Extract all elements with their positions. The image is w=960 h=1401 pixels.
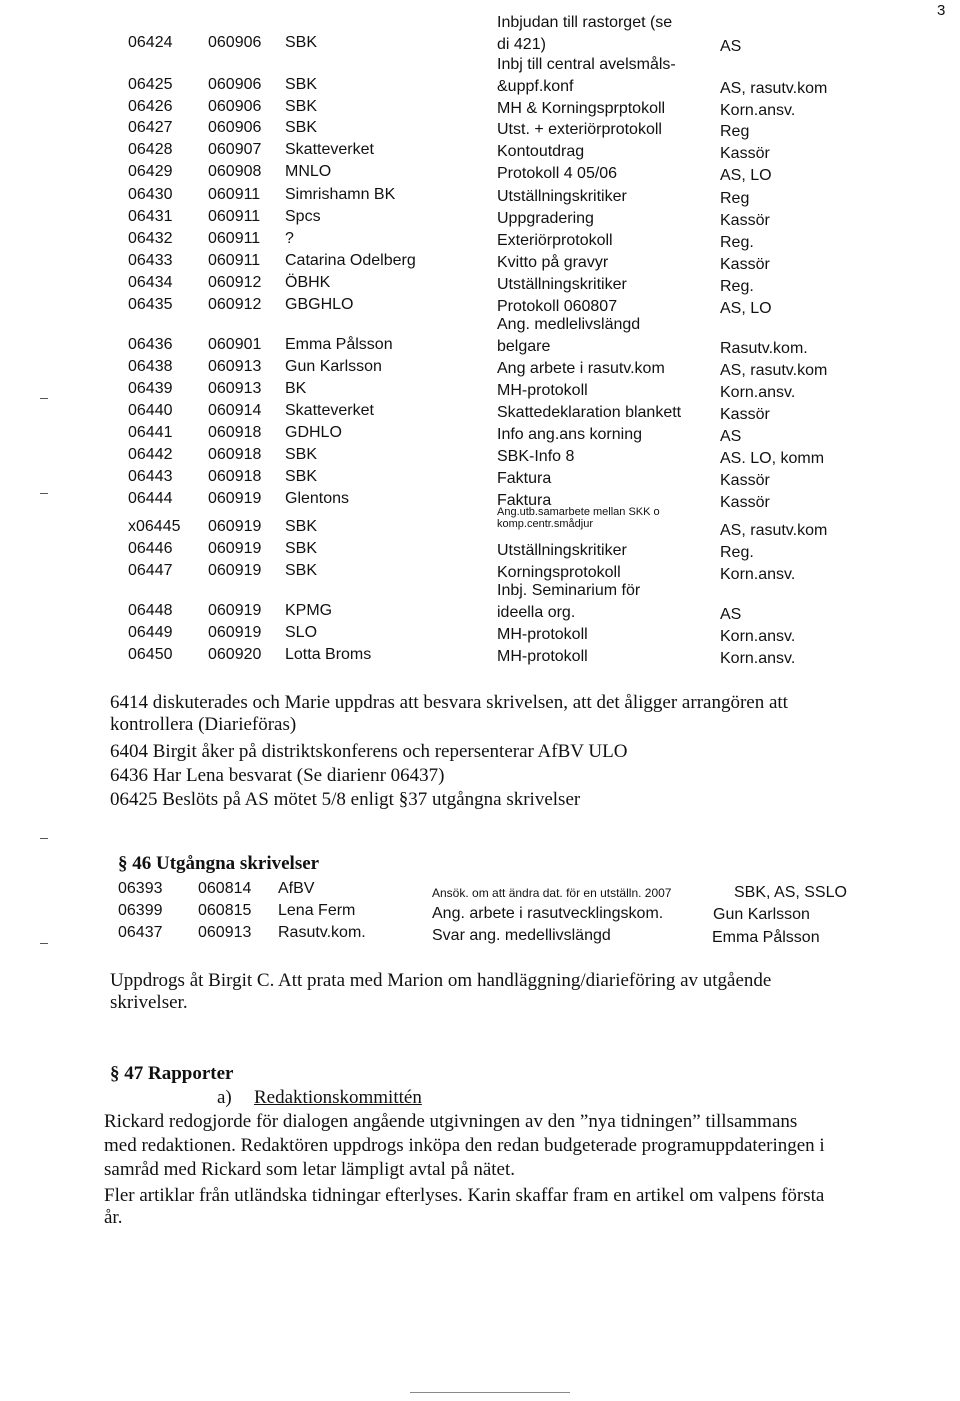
incoming-from: Spcs [285,208,321,225]
section-47-text: samråd med Rickard som letar lämpligt avtal på nätet. [104,1159,516,1180]
incoming-from: Glentons [285,490,350,507]
outgoing-subject: Ang. arbete i rasutvecklingskom. [432,905,664,922]
outgoing-date: 060815 [198,902,252,919]
outgoing-to: Lena Ferm [278,902,356,919]
incoming-subject: &uppf.konf [497,78,574,95]
incoming-recipient: Korn.ansv. [720,650,796,667]
incoming-subject: di 421) [497,36,546,53]
incoming-date: 060901 [208,336,262,353]
incoming-from: Simrishamn BK [285,186,396,203]
incoming-subject: Utst. + exteriörprotokoll [497,121,662,138]
outgoing-date: 060814 [198,880,252,897]
incoming-subject: Ang.utb.samarbete mellan SKK o [497,506,660,518]
incoming-subject: Inbjudan till rastorget (se [497,14,673,31]
section-47-text: Fler artiklar från utländska tidningar efterlyses. Karin skaffar fram en artikel om valpens första [104,1185,825,1206]
incoming-subject: Protokoll 4 05/06 [497,165,618,182]
incoming-subject: Faktura [497,470,552,487]
outgoing-to: Rasutv.kom. [278,924,366,941]
incoming-nr: 06435 [128,296,173,313]
incoming-date: 060906 [208,119,262,136]
incoming-subject: Inbj till central avelsmåls- [497,56,676,73]
incoming-nr: 06440 [128,402,173,419]
note-line: 6436 Har Lena besvarat (Se diarienr 06437) [110,765,445,786]
incoming-from: Catarina Odelberg [285,252,416,269]
incoming-from: GDHLO [285,424,342,441]
incoming-from: GBGHLO [285,296,354,313]
outgoing-subject: Ansök. om att ändra dat. för en utställn. 2007 [432,886,672,900]
outgoing-nr: 06437 [118,924,163,941]
incoming-subject: Utställningskritiker [497,188,627,205]
incoming-date: 060912 [208,296,262,313]
section-46-text: skrivelser. [110,992,188,1013]
incoming-from: SLO [285,624,318,641]
incoming-date: 060918 [208,468,262,485]
incoming-subject: Info ang.ans korning [497,426,642,443]
incoming-subject: Exteriörprotokoll [497,232,613,249]
incoming-recipient: Reg. [720,544,754,561]
incoming-subject: MH-protokoll [497,382,588,399]
incoming-nr: 06433 [128,252,173,269]
section-47-text: år. [104,1207,123,1228]
incoming-subject: Utställningskritiker [497,542,627,559]
incoming-from: Lotta Broms [285,646,372,663]
incoming-nr: 06434 [128,274,173,291]
incoming-recipient: Reg. [720,234,754,251]
incoming-date: 060906 [208,98,262,115]
incoming-date: 060906 [208,34,262,51]
incoming-nr: 06425 [128,76,173,93]
incoming-recipient: AS. LO, komm [720,450,825,467]
incoming-date: 060918 [208,424,262,441]
note-line: 06425 Beslöts på AS mötet 5/8 enligt §37 utgångna skrivelser [110,789,581,810]
incoming-from: KPMG [285,602,333,619]
margin-mark [40,943,48,944]
incoming-nr: 06447 [128,562,173,579]
incoming-recipient: Kassör [720,145,770,162]
subsection-title: Redaktionskommittén [254,1087,422,1108]
incoming-recipient: AS, rasutv.kom [720,522,828,539]
outgoing-nr: 06399 [118,902,163,919]
incoming-date: 060911 [208,230,261,247]
incoming-from: SBK [285,468,318,485]
incoming-recipient: Kassör [720,494,770,511]
incoming-date: 060906 [208,76,262,93]
incoming-from: Skatteverket [285,141,374,158]
incoming-date: 060913 [208,358,262,375]
incoming-subject: Inbj. Seminarium för [497,582,641,599]
incoming-from: MNLO [285,163,332,180]
incoming-from: SBK [285,540,318,557]
incoming-nr: 06444 [128,490,173,507]
incoming-nr: 06446 [128,540,173,557]
incoming-from: SBK [285,76,318,93]
incoming-nr: 06429 [128,163,173,180]
incoming-date: 060919 [208,624,262,641]
incoming-from: SBK [285,518,318,535]
incoming-subject: Kontoutdrag [497,143,585,160]
incoming-subject: Kvitto på gravyr [497,254,609,271]
incoming-subject: MH-protokoll [497,626,588,643]
incoming-from: BK [285,380,307,397]
incoming-recipient: AS [720,38,742,55]
incoming-date: 060919 [208,540,262,557]
incoming-recipient: Korn.ansv. [720,566,796,583]
incoming-date: 060919 [208,602,262,619]
incoming-recipient: Reg. [720,278,754,295]
incoming-nr: 06449 [128,624,173,641]
subsection-marker: a) [217,1087,232,1108]
incoming-subject: Protokoll 060807 [497,298,618,315]
outgoing-copy: SBK, AS, SSLO [734,884,847,901]
note-line: 6414 diskuterades och Marie uppdras att besvara skrivelsen, att det åligger arrangören att [110,692,788,713]
incoming-recipient: Kassör [720,406,770,423]
outgoing-date: 060913 [198,924,252,941]
outgoing-to: AfBV [278,880,315,897]
incoming-from: SBK [285,119,318,136]
incoming-date: 060918 [208,446,262,463]
incoming-recipient: Korn.ansv. [720,628,796,645]
incoming-date: 060919 [208,562,262,579]
incoming-recipient: AS, rasutv.kom [720,362,828,379]
incoming-subject: Skattedeklaration blankett [497,404,682,421]
incoming-date: 060919 [208,490,262,507]
incoming-recipient: AS, rasutv.kom [720,80,828,97]
incoming-recipient: AS, LO [720,300,772,317]
incoming-recipient: Kassör [720,212,770,229]
incoming-nr: 06424 [128,34,173,51]
incoming-nr: 06442 [128,446,173,463]
incoming-from: SBK [285,446,318,463]
section-47-text: Rickard redogjorde för dialogen angående utgivningen av den ”nya tidningen” tillsammans [104,1111,798,1132]
incoming-nr: 06439 [128,380,173,397]
incoming-nr: 06438 [128,358,173,375]
incoming-from: SBK [285,34,318,51]
incoming-date: 060920 [208,646,262,663]
incoming-nr: x06445 [128,518,181,535]
incoming-from: ÖBHK [285,274,331,291]
incoming-nr: 06448 [128,602,173,619]
incoming-date: 060911 [208,252,261,269]
incoming-recipient: Reg [720,123,750,140]
incoming-subject: Ang. medlelivslängd [497,316,641,333]
incoming-recipient: AS [720,606,742,623]
incoming-date: 060919 [208,518,262,535]
incoming-date: 060911 [208,186,261,203]
incoming-recipient: AS, LO [720,167,772,184]
incoming-from: ? [285,230,294,247]
incoming-date: 060907 [208,141,262,158]
incoming-nr: 06426 [128,98,173,115]
outgoing-copy: Emma Pålsson [712,929,820,946]
incoming-subject: Utställningskritiker [497,276,627,293]
note-line: kontrollera (Diarieföras) [110,714,297,735]
outgoing-subject: Svar ang. medellivslängd [432,927,611,944]
incoming-date: 060913 [208,380,262,397]
margin-mark [40,398,48,399]
incoming-from: Emma Pålsson [285,336,393,353]
incoming-date: 060911 [208,208,261,225]
incoming-nr: 06450 [128,646,173,663]
page-number: 3 [937,2,946,19]
incoming-nr: 06432 [128,230,173,247]
incoming-subject: Uppgradering [497,210,594,227]
incoming-recipient: Korn.ansv. [720,102,796,119]
incoming-recipient: Reg [720,190,750,207]
outgoing-copy: Gun Karlsson [713,906,810,923]
incoming-nr: 06431 [128,208,173,225]
margin-mark [40,838,48,839]
incoming-nr: 06428 [128,141,173,158]
incoming-subject: Faktura [497,492,552,509]
incoming-subject: MH-protokoll [497,648,588,665]
outgoing-nr: 06393 [118,880,163,897]
incoming-date: 060914 [208,402,262,419]
section-46-heading: § 46 Utgångna skrivelser [118,853,320,874]
section-46-text: Uppdrogs åt Birgit C. Att prata med Marion om handläggning/diarieföring av utgående [110,970,772,991]
incoming-from: SBK [285,98,318,115]
section-47-heading: § 47 Rapporter [110,1063,234,1084]
incoming-nr: 06430 [128,186,173,203]
incoming-recipient: Korn.ansv. [720,384,796,401]
incoming-from: SBK [285,562,318,579]
margin-mark [40,493,48,494]
incoming-recipient: Kassör [720,256,770,273]
incoming-subject: komp.centr.smådjur [497,518,593,530]
incoming-from: Skatteverket [285,402,374,419]
incoming-subject: belgare [497,338,551,355]
incoming-recipient: Rasutv.kom. [720,340,808,357]
note-line: 6404 Birgit åker på distriktskonferens och repersenterar AfBV ULO [110,741,628,762]
footer-rule [410,1392,570,1393]
incoming-subject: ideella org. [497,604,576,621]
incoming-date: 060908 [208,163,262,180]
incoming-subject: Korningsprotokoll [497,564,621,581]
incoming-from: Gun Karlsson [285,358,382,375]
incoming-nr: 06443 [128,468,173,485]
incoming-subject: MH & Korningsprptokoll [497,100,666,117]
incoming-date: 060912 [208,274,262,291]
incoming-subject: Ang arbete i rasutv.kom [497,360,665,377]
incoming-nr: 06441 [128,424,173,441]
incoming-recipient: AS [720,428,742,445]
incoming-nr: 06436 [128,336,173,353]
section-47-text: med redaktionen. Redaktören uppdrogs inköpa den redan budgeterade programuppdateringen i [104,1135,825,1156]
incoming-subject: SBK-Info 8 [497,448,575,465]
incoming-recipient: Kassör [720,472,770,489]
incoming-nr: 06427 [128,119,173,136]
